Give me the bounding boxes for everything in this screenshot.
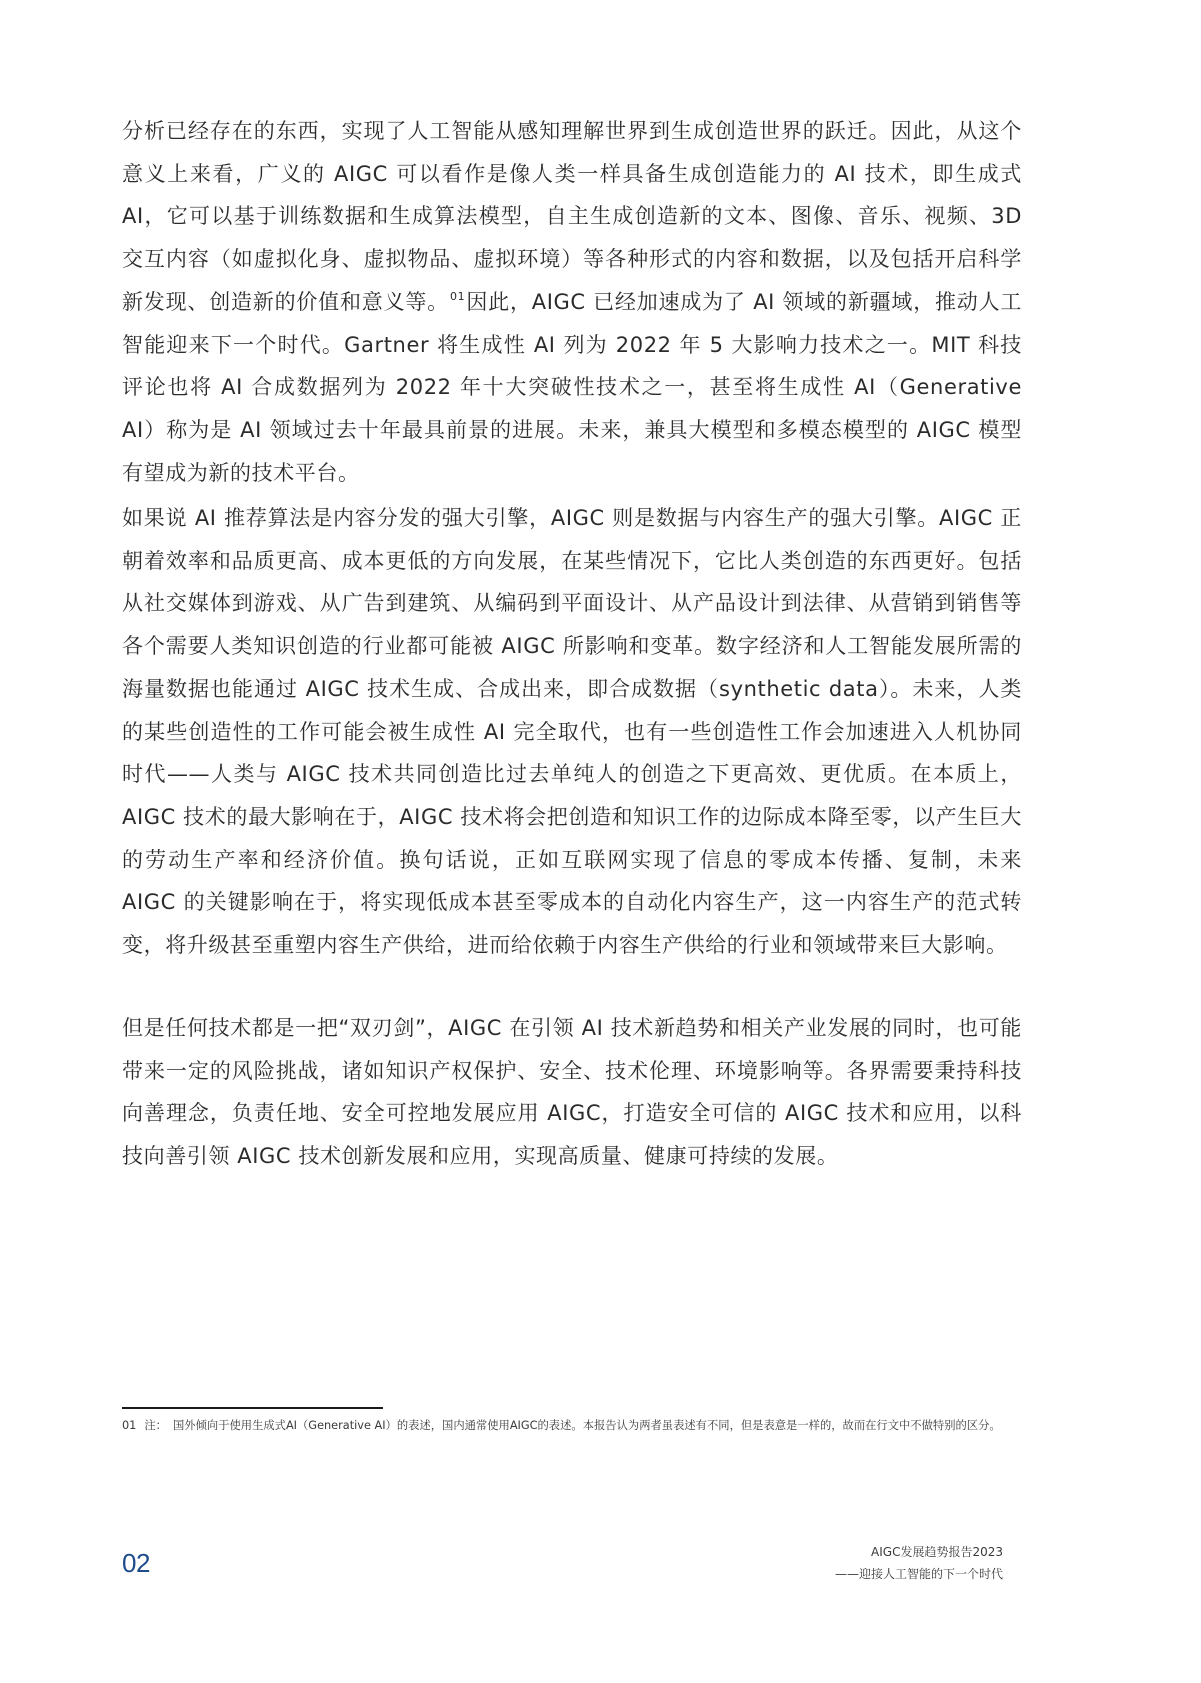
paragraph-aigc-risks: 但是任何技术都是一把“双刃剑”，AIGC 在引领 AI 技术新趋势和相关产业发展的同时，也可能带来一定的风险挑战，诸如知识产权保护、安全、技术伦理、环境影响等。各界需要秉持科技向善理念，负责任地、安全可控地发展应用 AIGC，打造安全可信的 AIGC 技术和应用，以科技向善引领 AIGC 技术创新发展和应用，实现高质量、健康可持续的发展。 — [122, 1016, 1022, 1169]
footnote-number: 01 — [122, 1419, 137, 1432]
paragraph-aigc-definition — [122, 110, 1022, 494]
report-subtitle: ——迎接人工智能的下一个时代 — [834, 1567, 1003, 1581]
running-footer — [835, 1541, 1003, 1585]
page-number: 02 — [122, 1548, 150, 1578]
footnote-reference[interactable]: 01 — [449, 289, 466, 303]
paragraph-aigc-impact: 如果说 AI 推荐算法是内容分发的强大引擎，AIGC 则是数据与内容生产的强大引擎。AIGC 正朝着效率和品质更高、成本更低的方向发展，在某些情况下，它比人类创造的东西更好。包括从社交媒体到游戏、从广告到建筑、从编码到平面设计、从产品设计到法律、从营销到销售等各个需要人类知识创造的行业都可能被 AIGC 所影响和变革。数字经济和人工智能发展所需的海量数据也能通过 AIGC 技术生成、合成出来，即合成数据（synthetic data）。未来，人类的某些创造性的工作可能会被生成性 AI 完全取代，也有一些创造性工作会加速进入人机协同时代——人类与 AIGC 技术共同创造比过去单纯人的创造之下更高效、更优质。在本质上，AIGC 技术的最大影响在于，AIGC 技术将会把创造和知识工作的边际成本降至零，以产生巨大的劳动生产率和经济价值。换句话说，正如互联网实现了信息的零成本传播、复制，未来 AIGC 的关键影响在于，将实现低成本甚至零成本的自动化内容生产，这一内容生产的范式转变，将升级甚至重塑内容生产供给，进而给依赖于内容生产供给的行业和领域带来巨大影响。 — [122, 506, 1023, 958]
footnote — [122, 1414, 1022, 1437]
report-title: AIGC发展趋势报告2023 — [871, 1545, 1003, 1559]
paragraph-text-continued: 因此，AIGC 已经加速成为了 AI 领域的新疆域，推动人工智能迎来下一个时代。Gartner 将生成性 AI 列为 2022 年 5 大影响力技术之一。MIT 科技评论也将 AI 合成数据列为 2022 年十大突破性技术之一，甚至将生成性 AI（Generative AI）称为是 AI 领域过去十年最具前景的进展。未来，兼具大模型和多模态模型的 AIGC 模型有望成为新的技术平台。 — [122, 289, 1022, 485]
paragraph-text: 分析已经存在的东西，实现了人工智能从感知理解世界到生成创造世界的跃迁。因此，从这个意义上来看，广义的 AIGC 可以看作是像人类一样具备生成创造能力的 AI 技术，即生成式 AI，它可以基于训练数据和生成算法模型，自主生成创造新的文本、图像、音乐、视频、3D 交互内容（如虚拟化身、虚拟物品、虚拟环境）等各种形式的内容和数据，以及包括开启科学新发现、创造新的价值和意义等。 — [122, 119, 1022, 314]
footnote-text: 国外倾向于使用生成式AI（Generative AI）的表述，国内通常使用AIGC的表述。本报告认为两者虽表述有不同，但是表意是一样的，故而在行文中不做特别的区分。 — [172, 1419, 1001, 1432]
footnote-label: 注： — [144, 1419, 167, 1432]
footnote-divider — [122, 1407, 383, 1409]
